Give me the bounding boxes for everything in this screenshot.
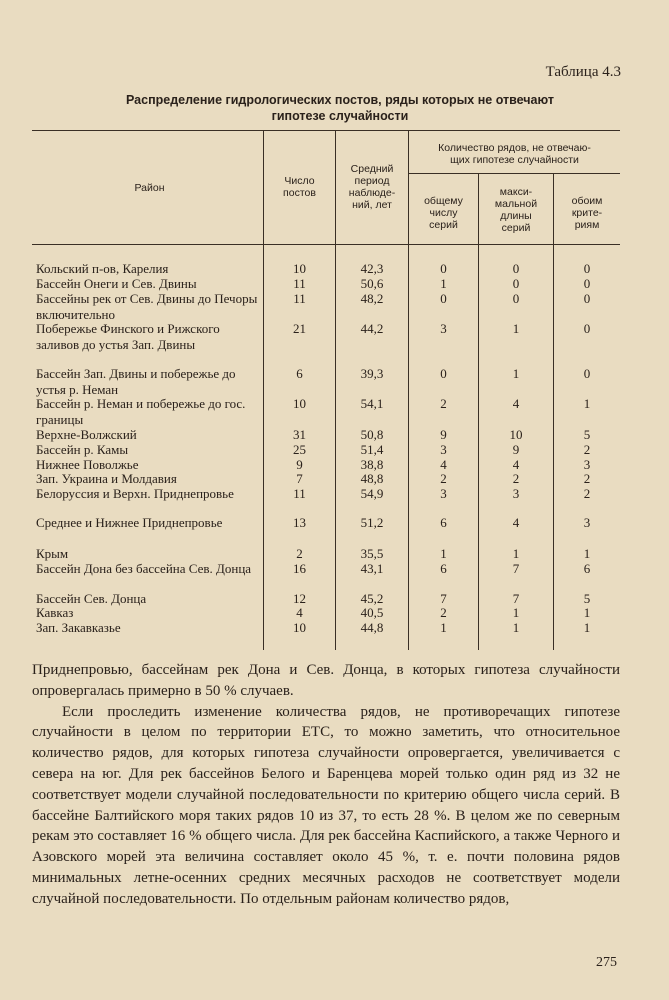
cell-by-both: 2 (583, 471, 591, 486)
caption-line-2: гипотезе случайности (271, 109, 409, 123)
cell-by-max: 1 (512, 620, 520, 635)
caption-line-1: Распределение гидрологических постов, ряды которых не отвечают (126, 93, 554, 107)
cell-by-total: 9 (440, 427, 447, 442)
cell-posts: 9 (296, 457, 303, 472)
cell-posts: 16 (293, 561, 306, 576)
cell-region: Побережье Финского и Рижского заливов до устья Зап. Двины (36, 321, 220, 352)
cell-by-total: 7 (440, 591, 447, 606)
cell-period: 50,8 (360, 427, 384, 442)
cell-by-both: 1 (583, 396, 591, 411)
cell-region: Бассейн Зап. Двины и побережье до устья р. Неман (36, 366, 236, 397)
cell-region: Бассейн Дона без бассейна Сев. Донца (36, 561, 252, 576)
cell-by-total: 3 (440, 442, 447, 457)
cell-by-max: 4 (512, 396, 520, 411)
cell-by-both: 6 (583, 561, 591, 576)
header-period: Средний период наблюде- ний, лет (348, 163, 396, 211)
cell-period: 54,9 (360, 486, 384, 501)
cell-by-both: 1 (583, 620, 591, 635)
cell-posts: 10 (293, 620, 306, 635)
cell-by-both: 1 (583, 605, 591, 620)
header-by-both-criteria: обоим крите- риям (571, 195, 603, 231)
cell-by-total: 2 (440, 605, 447, 620)
cell-region: Бассейн Онеги и Сев. Двины (36, 276, 197, 291)
cell-region: Белоруссия и Верхн. Приднепровье (36, 486, 234, 501)
header-bottom-rule (32, 244, 620, 245)
cell-by-total: 2 (440, 396, 447, 411)
cell-period: 44,2 (360, 321, 384, 336)
cell-by-max: 3 (512, 486, 520, 501)
header-posts: Число постов (283, 175, 316, 199)
cell-posts: 11 (293, 486, 306, 501)
cell-period: 42,3 (360, 261, 384, 276)
cell-region: Бассейн р. Неман и побережье до гос. границы (36, 396, 246, 427)
cell-by-total: 2 (440, 471, 447, 486)
cell-by-total: 1 (440, 620, 447, 635)
cell-by-max: 9 (512, 442, 520, 457)
cell-period: 38,8 (360, 457, 384, 472)
cell-by-max: 4 (512, 515, 520, 530)
group-header-rule (408, 173, 620, 174)
cell-by-max: 7 (512, 591, 520, 606)
cell-by-total: 1 (440, 546, 447, 561)
cell-by-both: 3 (583, 515, 591, 530)
cell-by-max: 10 (509, 427, 523, 442)
cell-by-total: 6 (440, 515, 447, 530)
cell-period: 45,2 (360, 591, 384, 606)
cell-posts: 10 (293, 396, 306, 411)
cell-by-both: 5 (583, 427, 591, 442)
cell-region: Бассейн Сев. Донца (36, 591, 147, 606)
cell-by-max: 0 (512, 276, 520, 291)
cell-by-both: 1 (583, 546, 591, 561)
cell-period: 43,1 (360, 561, 384, 576)
cell-period: 44,8 (360, 620, 384, 635)
cell-region: Крым (36, 546, 69, 561)
cell-region: Бассейны рек от Сев. Двины до Печоры включительно (36, 291, 258, 322)
cell-by-both: 2 (583, 486, 591, 501)
cell-by-both: 2 (583, 442, 591, 457)
cell-period: 48,2 (360, 291, 384, 306)
header-region: Район (134, 182, 165, 194)
cell-by-total: 0 (440, 366, 447, 381)
cell-by-max: 7 (512, 561, 520, 576)
cell-by-both: 0 (583, 321, 591, 336)
header-by-max-length: макси- мальной длины серий (494, 186, 538, 234)
cell-by-max: 1 (512, 321, 520, 336)
cell-posts: 4 (296, 605, 303, 620)
cell-region: Верхне-Волжский (36, 427, 137, 442)
cell-period: 40,5 (360, 605, 384, 620)
cell-period: 48,8 (360, 471, 384, 486)
cell-by-both: 5 (583, 591, 591, 606)
cell-by-max: 0 (512, 261, 520, 276)
cell-by-both: 0 (583, 261, 591, 276)
cell-by-both: 0 (583, 366, 591, 381)
table-caption (60, 92, 620, 124)
cell-posts: 7 (296, 471, 303, 486)
cell-by-max: 4 (512, 457, 520, 472)
paragraph: Если проследить изменение количества рядов, не противоречащих гипотезе случайности в целом по территории ЕТС, то можно заметить, что относительное количество рядов, для которых гипотеза случайности опровергается, увеличивается с севера на юг. Для рек бассейнов Белого и Баренцева морей только один ряд из 32 не соответствует модели случайной последовательности по критерию общего числа серий. В бассейне Балтийского моря таких рядов 10 из 37, то есть 28 %. В целом же по северным рекам это составляет 16 % общего числа. Для рек бассейна Каспийского, а также Черного и Азовского морей эта величина составляет около 45 %, т. е. почти половина рядов минимальных летне-осенних средних месячных расходов не соответствует модели случайной последовательности. По отдельным районам количество рядов, (32, 703, 620, 907)
cell-period: 39,3 (360, 366, 384, 381)
body-text (32, 660, 620, 910)
cell-posts: 25 (293, 442, 306, 457)
page-number: 275 (596, 955, 617, 970)
cell-posts: 31 (293, 427, 306, 442)
cell-posts: 21 (293, 321, 306, 336)
cell-region: Кавказ (36, 605, 74, 620)
cell-region: Среднее и Нижнее Приднепровье (36, 515, 223, 530)
cell-region: Бассейн р. Камы (36, 442, 129, 457)
cell-period: 51,2 (360, 515, 384, 530)
header-by-total-series: общему числу серий (424, 195, 463, 231)
table-label: Таблица 4.3 (545, 64, 621, 80)
cell-posts: 11 (293, 291, 306, 306)
cell-posts: 6 (296, 366, 303, 381)
cell-by-max: 2 (512, 471, 520, 486)
cell-by-both: 3 (583, 457, 591, 472)
cell-posts: 13 (293, 515, 306, 530)
cell-posts: 10 (293, 261, 306, 276)
cell-posts: 12 (293, 591, 306, 606)
cell-posts: 11 (293, 276, 306, 291)
cell-period: 54,1 (360, 396, 384, 411)
cell-region: Кольский п-ов, Карелия (36, 261, 169, 276)
cell-period: 51,4 (360, 442, 384, 457)
cell-by-total: 6 (440, 561, 447, 576)
cell-by-total: 1 (440, 276, 447, 291)
cell-region: Зап. Закавказье (36, 620, 121, 635)
cell-period: 50,6 (360, 276, 384, 291)
cell-by-total: 4 (440, 457, 447, 472)
cell-by-total: 0 (440, 261, 447, 276)
header-group: Количество рядов, не отвечаю- щих гипотезе случайности (438, 142, 591, 166)
cell-region: Зап. Украина и Молдавия (36, 471, 177, 486)
cell-by-max: 0 (512, 291, 520, 306)
cell-region: Нижнее Поволжье (36, 457, 139, 472)
cell-by-both: 0 (583, 291, 591, 306)
cell-period: 35,5 (360, 546, 384, 561)
table-top-rule (32, 130, 620, 131)
paragraph-continuation: Приднепровью, бассейнам рек Дона и Сев. Донца, в которых гипотеза случайности опровергалась примерно в 50 % случаев. (32, 662, 620, 699)
cell-by-both: 0 (583, 276, 591, 291)
cell-by-total: 3 (440, 486, 447, 501)
cell-by-max: 1 (512, 366, 520, 381)
cell-by-total: 0 (440, 291, 447, 306)
cell-by-max: 1 (512, 605, 520, 620)
cell-posts: 2 (296, 546, 303, 561)
cell-by-max: 1 (512, 546, 520, 561)
cell-by-total: 3 (440, 321, 447, 336)
